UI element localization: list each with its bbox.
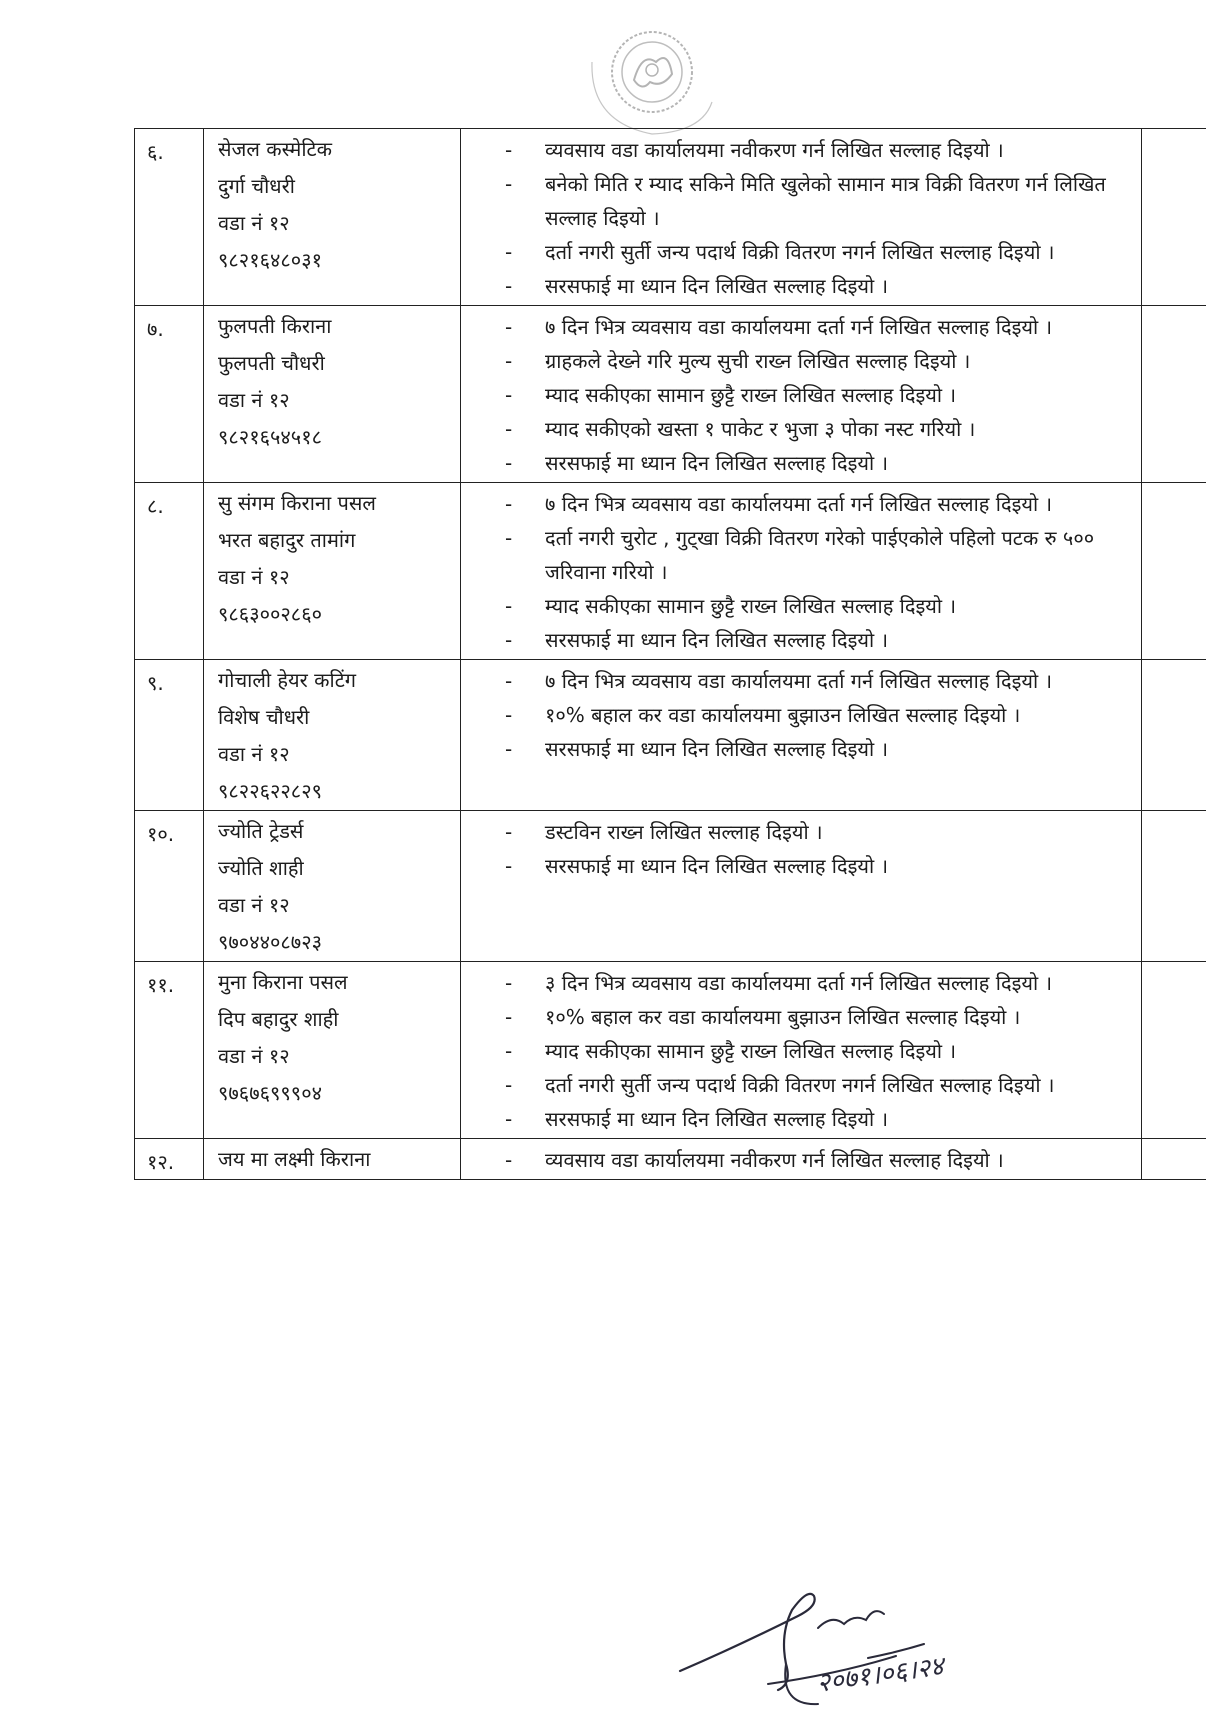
dash-bullet-icon: - [505,446,512,480]
phone-number: ९७०४४०८७२३ [204,924,460,961]
remarks-cell [1142,483,1206,660]
serial-number: ९. [135,660,203,700]
serial-number: ६. [135,129,203,169]
dash-bullet-icon: - [505,1068,512,1102]
note-text: सरसफाई मा ध्यान दिन लिखित सल्लाह दिइयो । [545,628,888,652]
note-item [461,133,1141,167]
note-item [461,623,1141,657]
note-item [461,1068,1141,1102]
serial-number: ८. [135,483,203,523]
dash-bullet-icon: - [505,167,512,201]
remarks-cell [1142,306,1206,483]
dash-bullet-icon: - [505,1143,512,1177]
owner-name: ज्योति शाही [204,850,460,887]
serial-cell [135,1139,204,1180]
business-info-cell [204,1139,461,1180]
ward-number: वडा नं १२ [204,736,460,773]
ward-number: वडा नं १२ [204,205,460,242]
dash-bullet-icon: - [505,732,512,766]
dash-bullet-icon: - [505,521,512,555]
note-item [461,487,1141,521]
business-name: फुलपती किराना [204,308,460,345]
dash-bullet-icon: - [505,849,512,883]
notes-cell [461,1139,1142,1180]
serial-cell [135,811,204,962]
note-item [461,167,1141,235]
dash-bullet-icon: - [505,310,512,344]
remarks-cell [1142,660,1206,811]
serial-cell [135,306,204,483]
serial-number: ७. [135,306,203,346]
dash-bullet-icon: - [505,487,512,521]
serial-number: १०. [135,811,203,851]
phone-number: ९८२२६२२८२९ [204,773,460,810]
note-text: म्याद सकीएका सामान छुट्टै राख्न लिखित सल्लाह दिइयो । [545,383,956,407]
table-row [135,811,1206,962]
notes-cell [461,306,1142,483]
dash-bullet-icon: - [505,1000,512,1034]
note-item [461,310,1141,344]
note-text: बनेको मिति र म्याद सकिने मिति खुलेको सामान मात्र विक्री वितरण गर्न लिखित सल्लाह दिइयो । [545,172,1106,230]
table-row [135,129,1206,306]
ward-number: वडा नं १२ [204,887,460,924]
note-text: ग्राहकले देख्ने गरि मुल्य सुची राख्न लिखित सल्लाह दिइयो । [545,349,970,373]
owner-name: विशेष चौधरी [204,699,460,736]
notes-cell [461,962,1142,1139]
dash-bullet-icon: - [505,1102,512,1136]
note-item [461,1034,1141,1068]
ward-number: वडा नं १२ [204,559,460,596]
note-item [461,1000,1141,1034]
dash-bullet-icon: - [505,966,512,1000]
ward-number: वडा नं १२ [204,382,460,419]
note-item [461,235,1141,269]
table-row [135,1139,1206,1180]
phone-number: ९७६७६९९९०४ [204,1075,460,1112]
note-item [461,664,1141,698]
business-info-cell [204,962,461,1139]
note-text: सरसफाई मा ध्यान दिन लिखित सल्लाह दिइयो । [545,451,888,475]
dash-bullet-icon: - [505,269,512,303]
owner-name: भरत बहादुर तामांग [204,522,460,559]
table-row [135,962,1206,1139]
note-text: सरसफाई मा ध्यान दिन लिखित सल्लाह दिइयो । [545,737,888,761]
inspection-table [134,128,1206,1180]
table-row [135,483,1206,660]
notes-cell [461,660,1142,811]
note-item [461,1143,1141,1177]
serial-number: १२. [135,1139,203,1179]
dash-bullet-icon: - [505,623,512,657]
dash-bullet-icon: - [505,378,512,412]
note-item [461,412,1141,446]
note-text: १०% बहाल कर वडा कार्यालयमा बुझाउन लिखित सल्लाह दिइयो । [545,1005,1020,1029]
note-item [461,849,1141,883]
owner-name: फुलपती चौधरी [204,345,460,382]
note-item [461,344,1141,378]
owner-name: दिप बहादुर शाही [204,1001,460,1038]
remarks-cell [1142,129,1206,306]
phone-number: ९८२१६५४५१८ [204,419,460,456]
dash-bullet-icon: - [505,412,512,446]
dash-bullet-icon: - [505,1034,512,1068]
note-text: ३ दिन भित्र व्यवसाय वडा कार्यालयमा दर्ता गर्न लिखित सल्लाह दिइयो । [545,971,1052,995]
note-text: म्याद सकीएको खस्ता १ पाकेट र भुजा ३ पोका नस्ट गरियो । [545,417,975,441]
note-text: दर्ता नगरी सुर्ती जन्य पदार्थ विक्री वितरण नगर्न लिखित सल्लाह दिइयो । [545,240,1054,264]
ward-number: वडा नं १२ [204,1038,460,1075]
note-item [461,521,1141,589]
note-item [461,1102,1141,1136]
official-seal-icon [572,22,722,142]
dash-bullet-icon: - [505,664,512,698]
note-text: व्यवसाय वडा कार्यालयमा नवीकरण गर्न लिखित सल्लाह दिइयो । [545,138,1004,162]
remarks-cell [1142,1139,1206,1180]
business-name: सु संगम किराना पसल [204,485,460,522]
note-text: डस्टविन राख्न लिखित सल्लाह दिइयो । [545,820,823,844]
note-text: सरसफाई मा ध्यान दिन लिखित सल्लाह दिइयो । [545,1107,888,1131]
note-item [461,698,1141,732]
owner-name: दुर्गा चौधरी [204,168,460,205]
business-name: ज्योति ट्रेडर्स [204,813,460,850]
note-text: ७ दिन भित्र व्यवसाय वडा कार्यालयमा दर्ता गर्न लिखित सल्लाह दिइयो । [545,315,1052,339]
dash-bullet-icon: - [505,133,512,167]
note-item [461,378,1141,412]
serial-cell [135,129,204,306]
note-item [461,966,1141,1000]
dash-bullet-icon: - [505,698,512,732]
business-name: मुना किराना पसल [204,964,460,1001]
business-info-cell [204,483,461,660]
note-text: सरसफाई मा ध्यान दिन लिखित सल्लाह दिइयो । [545,274,888,298]
serial-number: ११. [135,962,203,1002]
note-item [461,815,1141,849]
notes-cell [461,129,1142,306]
notes-cell [461,483,1142,660]
notes-cell [461,811,1142,962]
table-row [135,306,1206,483]
note-text: दर्ता नगरी सुर्ती जन्य पदार्थ विक्री वितरण नगर्न लिखित सल्लाह दिइयो । [545,1073,1054,1097]
serial-cell [135,962,204,1139]
note-text: म्याद सकीएका सामान छुट्टै राख्न लिखित सल्लाह दिइयो । [545,1039,956,1063]
phone-number: ९८६३००२८६० [204,596,460,633]
signature [668,1566,968,1726]
note-text: म्याद सकीएका सामान छुट्टै राख्न लिखित सल्लाह दिइयो । [545,594,956,618]
note-text: १०% बहाल कर वडा कार्यालयमा बुझाउन लिखित सल्लाह दिइयो । [545,703,1020,727]
remarks-cell [1142,811,1206,962]
table-row [135,660,1206,811]
business-name: जय मा लक्ष्मी किराना [204,1141,460,1178]
signature-date: २०७१।०६।२४ [815,1651,948,1699]
dash-bullet-icon: - [505,344,512,378]
note-item [461,732,1141,766]
note-text: दर्ता नगरी चुरोट , गुट्खा विक्री वितरण गरेको पाईएकोले पहिलो पटक रु ५०० जरिवाना गरियो । [545,526,1094,584]
phone-number: ९८२१६४८०३१ [204,242,460,279]
remarks-cell [1142,962,1206,1139]
serial-cell [135,660,204,811]
note-text: ७ दिन भित्र व्यवसाय वडा कार्यालयमा दर्ता गर्न लिखित सल्लाह दिइयो । [545,669,1052,693]
note-text: सरसफाई मा ध्यान दिन लिखित सल्लाह दिइयो । [545,854,888,878]
business-name: सेजल कस्मेटिक [204,131,460,168]
business-info-cell [204,129,461,306]
note-text: व्यवसाय वडा कार्यालयमा नवीकरण गर्न लिखित सल्लाह दिइयो । [545,1148,1004,1172]
business-info-cell [204,660,461,811]
serial-cell [135,483,204,660]
dash-bullet-icon: - [505,589,512,623]
note-item [461,446,1141,480]
business-name: गोचाली हेयर कटिंग [204,662,460,699]
note-item [461,589,1141,623]
business-info-cell [204,306,461,483]
dash-bullet-icon: - [505,235,512,269]
note-text: ७ दिन भित्र व्यवसाय वडा कार्यालयमा दर्ता गर्न लिखित सल्लाह दिइयो । [545,492,1052,516]
business-info-cell [204,811,461,962]
note-item [461,269,1141,303]
dash-bullet-icon: - [505,815,512,849]
